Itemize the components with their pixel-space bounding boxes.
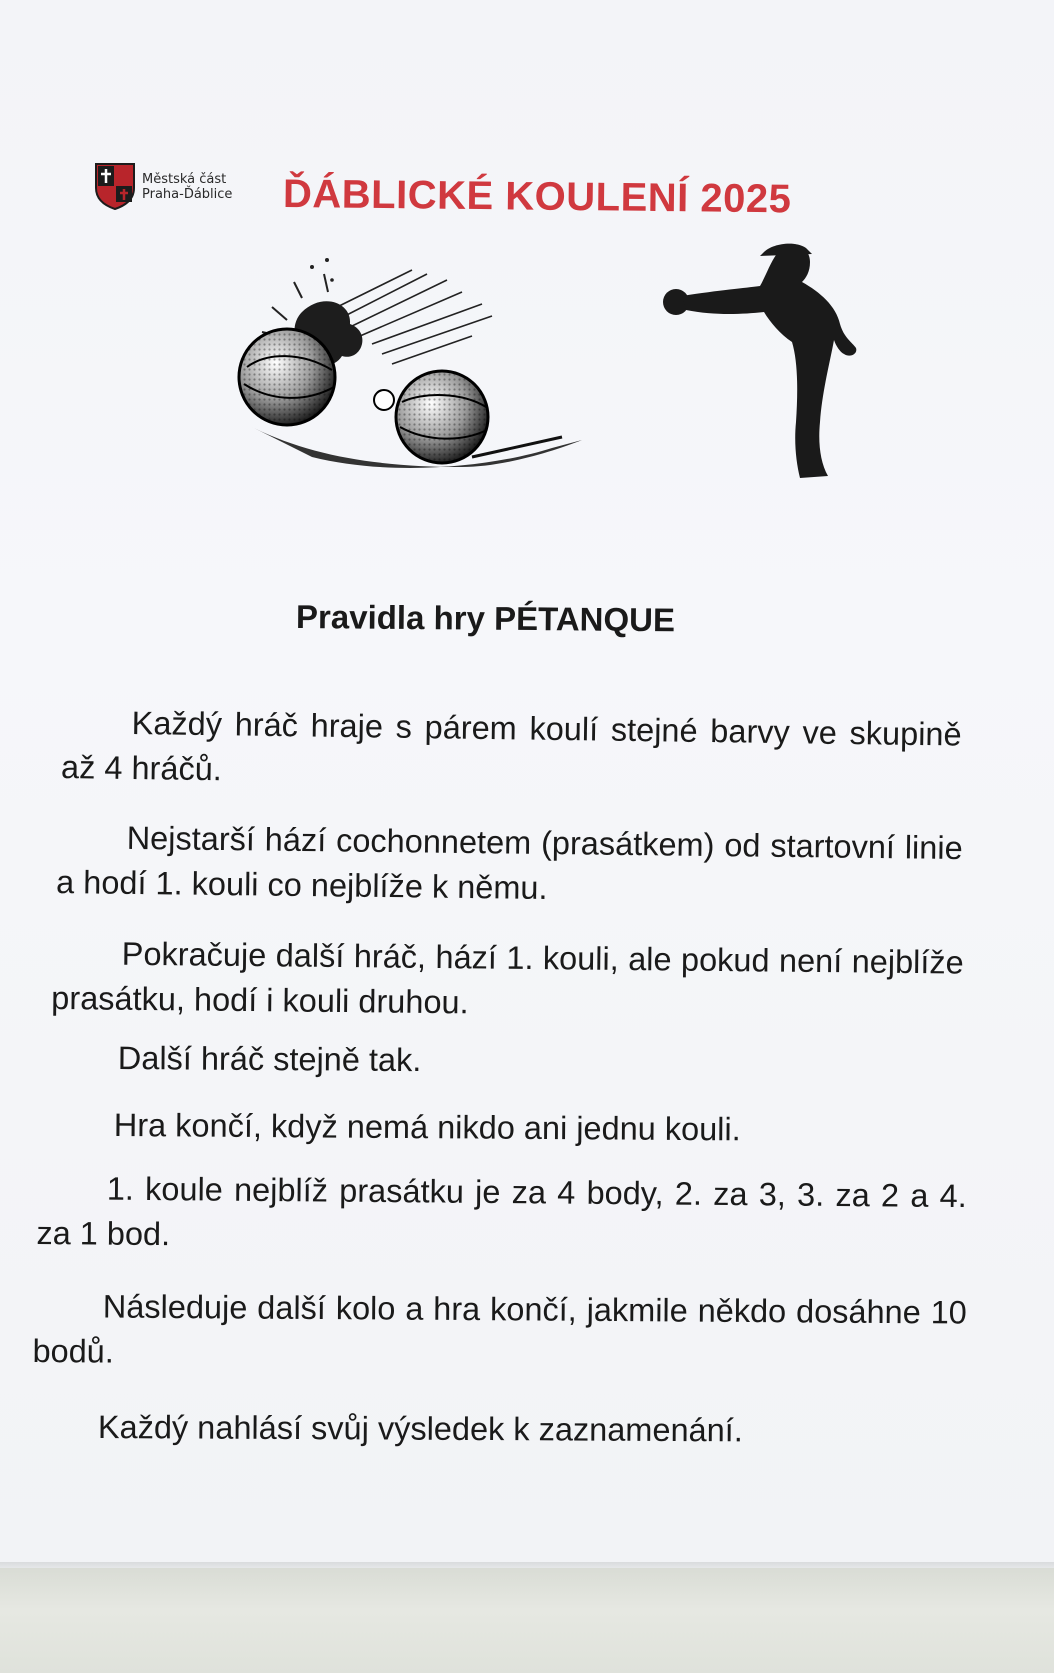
rule-paragraph: 1. koule nejblíž prasátku je za 4 body, 2. za 3, 3. za 2 a 4. za 1 bod.: [36, 1170, 967, 1253]
wall-background: [0, 1568, 1054, 1673]
logo-caption: [142, 172, 232, 202]
municipality-logo: [94, 162, 244, 210]
rule-paragraph: Každý hráč hraje s párem koulí stejné barvy ve skupině až 4 hráčů.: [60, 704, 962, 788]
event-title: ĎÁBLICKÉ KOULENÍ 2025: [282, 172, 792, 222]
rule-paragraph: Následuje další kolo a hra končí, jakmile někdo dosáhne 10 bodů.: [32, 1288, 967, 1370]
rule-paragraph: Nejstarší hází cochonnetem (prasátkem) od startovní linie a hodí 1. kouli co nejblíže k němu.: [55, 819, 963, 906]
rule-paragraph: Hra končí, když nemá nikdo ani jednu kouli.: [113, 1106, 741, 1148]
logo-line-2: Praha-Ďáblice: [142, 187, 233, 202]
rule-paragraph: Pokračuje další hráč, hází 1. kouli, ale pokud není nejblíže prasátku, hodí i kouli druhou.: [51, 935, 964, 1021]
petanque-balls-icon: [232, 252, 592, 492]
player-silhouette-icon: [660, 242, 890, 482]
rules-title: Pravidla hry PÉTANQUE: [295, 598, 676, 639]
coat-of-arms-icon: [94, 162, 136, 210]
logo-line-1: Městská část: [142, 172, 227, 187]
rule-paragraph: Každý nahlásí svůj výsledek k zaznamenání.: [97, 1409, 743, 1449]
rule-paragraph: Další hráč stejně tak.: [117, 1039, 422, 1079]
